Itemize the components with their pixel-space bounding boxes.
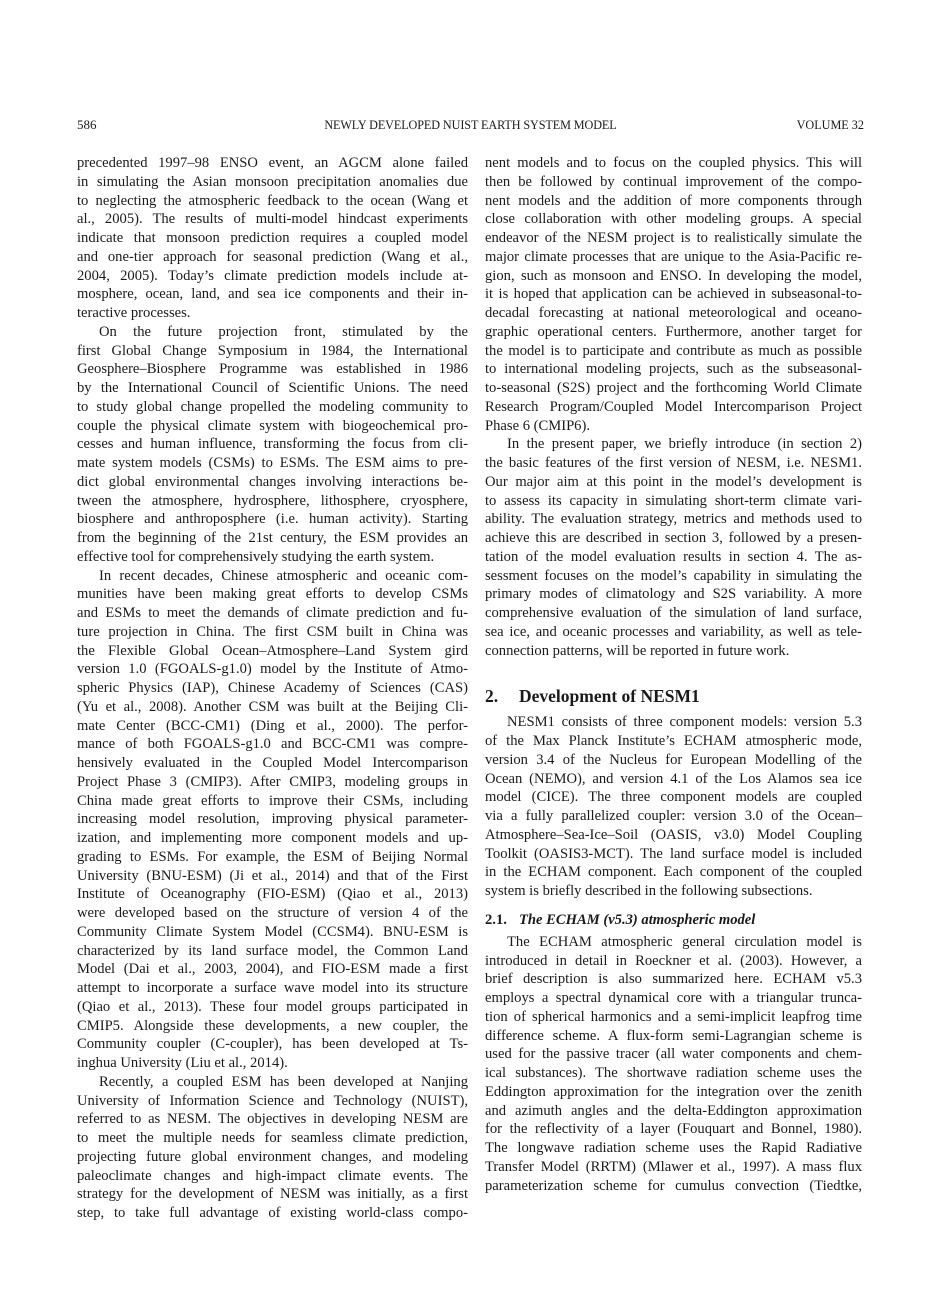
text-line: sea ice, and oceanic processes and variability, as well as tele- bbox=[485, 623, 862, 640]
text-line: used for the passive tracer (all water components and chem- bbox=[485, 1046, 862, 1063]
subsection-heading bbox=[485, 909, 862, 933]
text-line: Toolkit (OASIS3-MCT). The land surface model is included bbox=[485, 845, 862, 862]
text-line: the model is to participate and contribute as much as possible bbox=[485, 342, 862, 359]
text-line: of the Max Planck Institute’s ECHAM atmospheric mode, bbox=[485, 733, 862, 749]
text-line: achieve this are described in section 3, followed by a presen- bbox=[485, 530, 862, 546]
text-line: Project Phase 3 (CMIP3). After CMIP3, modeling groups in bbox=[77, 773, 468, 790]
text-line: nent models and to focus on the coupled physics. This will bbox=[485, 155, 862, 171]
text-line: precedented 1997–98 ENSO event, an AGCM alone failed bbox=[77, 155, 468, 171]
text-line: (Yu et al., 2008). Another CSM was built at the Beijing Cli- bbox=[77, 698, 468, 715]
left-column bbox=[77, 154, 468, 1223]
text-line: decadal forecasting at national meteorological and oceano- bbox=[485, 305, 862, 321]
text-line: (Qiao et al., 2013). These four model groups participated in bbox=[77, 998, 468, 1015]
text-line: were developed based on the structure of version 4 of the bbox=[77, 905, 468, 921]
text-line: indicate that monsoon prediction requires a coupled model bbox=[77, 230, 468, 246]
text-line: to-seasonal (S2S) project and the forthcoming World Climate bbox=[485, 380, 862, 396]
text-line: endeavor of the NESM project is to realistically simulate the bbox=[485, 230, 862, 246]
text-line: China made great efforts to improve their CSMs, including bbox=[77, 792, 468, 809]
text-line: Transfer Model (RRTM) (Mlawer et al., 1997). A mass flux bbox=[485, 1158, 862, 1175]
text-line: it is hoped that application can be achieved in subseasonal-to- bbox=[485, 286, 862, 303]
text-line: Institute of Oceanography (FIO-ESM) (Qiao et al., 2013) bbox=[77, 886, 468, 903]
text-line: in the ECHAM component. Each component of the coupled bbox=[485, 864, 862, 881]
text-line: In recent decades, Chinese atmospheric and oceanic com- bbox=[99, 567, 468, 584]
paragraph bbox=[77, 323, 468, 567]
text-line: projecting future global environment changes, and modeling bbox=[77, 1148, 468, 1165]
paragraph bbox=[77, 154, 468, 323]
text-line: connection patterns, will be reported in future work. bbox=[485, 642, 790, 659]
text-line: tion of spherical harmonics and a semi-implicit leapfrog time bbox=[485, 1008, 862, 1025]
text-line: Community coupler (C-coupler), has been developed at Ts- bbox=[77, 1036, 468, 1053]
text-line: ical substances). The shortwave radiation scheme uses the bbox=[485, 1065, 862, 1081]
text-line: referred to as NESM. The objectives in developing NESM are bbox=[77, 1111, 468, 1128]
text-line: hensively evaluated in the Coupled Model Intercomparison bbox=[77, 755, 468, 771]
text-line: attempt to incorporate a surface wave model into its structure bbox=[77, 980, 468, 996]
text-line: the basic features of the first version of NESM, i.e. NESM1. bbox=[485, 455, 862, 471]
text-line: model (CICE). The three component models are coupled bbox=[485, 789, 862, 806]
text-line: version 3.4 of the Nucleus for European Modelling of the bbox=[485, 751, 862, 768]
text-line: University (BNU-ESM) (Ji et al., 2014) and that of the First bbox=[77, 867, 468, 884]
text-line: from the beginning of the 21st century, the ESM provides an bbox=[77, 530, 468, 546]
text-line: and azimuth angles and the delta-Eddington approximation bbox=[485, 1102, 862, 1119]
text-line: then be followed by continual improvement of the compo- bbox=[485, 173, 862, 190]
text-line: nent models and the addition of more components through bbox=[485, 192, 862, 209]
text-line: biosphere and anthroposphere (i.e. human activity). Starting bbox=[77, 511, 468, 528]
text-line: the Flexible Global Ocean–Atmosphere–Land System gird bbox=[77, 642, 468, 659]
text-line: to meet the multiple needs for seamless climate prediction, bbox=[77, 1130, 468, 1146]
subsection-number: 2.1. bbox=[485, 911, 507, 928]
paragraph bbox=[485, 154, 862, 435]
subsection-title: The ECHAM (v5.3) atmospheric model bbox=[519, 911, 756, 928]
text-line: grading to ESMs. For example, the ESM of Beijing Normal bbox=[77, 848, 468, 865]
text-line: characterized by its land surface model, the Common Land bbox=[77, 942, 468, 959]
text-line: University of Information Science and Technology (NUIST), bbox=[77, 1092, 468, 1109]
text-line: ization, and implementing more component models and up- bbox=[77, 830, 468, 846]
text-line: al., 2005). The results of multi-model hindcast experiments bbox=[77, 211, 468, 228]
text-line: On the future projection front, stimulated by the bbox=[99, 323, 468, 340]
volume-label: VOLUME 32 bbox=[796, 118, 864, 132]
text-line: for the reflectivity of a layer (Fouquart and Bonnel, 1980). bbox=[485, 1121, 862, 1138]
text-line: teractive processes. bbox=[77, 305, 191, 321]
right-column bbox=[485, 154, 862, 1195]
text-line: version 1.0 (FGOALS-g1.0) model by the Institute of Atmo- bbox=[77, 661, 468, 678]
text-line: parameterization scheme for cumulus convection (Tiedtke, bbox=[485, 1177, 862, 1194]
subsection-body bbox=[485, 933, 862, 1196]
text-line: to international modeling projects, such as the subseasonal- bbox=[485, 361, 862, 378]
text-line: by the International Council of Scientific Unions. The need bbox=[77, 380, 468, 396]
text-line: to study global change propelled the modeling community to bbox=[77, 398, 468, 415]
text-line: via a fully parallelized coupler: version 3.0 of the Ocean– bbox=[485, 808, 862, 824]
text-line: gion, such as monsoon and ENSO. In developing the model, bbox=[485, 267, 862, 284]
text-line: comprehensive evaluation of the simulation of land surface, bbox=[485, 605, 862, 621]
text-line: strategy for the development of NESM was initially, as a first bbox=[77, 1186, 468, 1203]
text-line: mosphere, ocean, land, and sea ice components and their in- bbox=[77, 286, 468, 303]
text-line: paleoclimate changes and high-impact climate events. The bbox=[77, 1167, 468, 1184]
text-line: Research Program/Coupled Model Intercomparison Project bbox=[485, 398, 862, 415]
text-line: Model (Dai et al., 2003, 2004), and FIO-ESM made a first bbox=[77, 961, 468, 978]
text-line: ture projection in China. The first CSM built in China was bbox=[77, 623, 468, 640]
text-line: primary modes of climatology and S2S variability. A more bbox=[485, 586, 862, 603]
text-line: to neglecting the atmospheric feedback to the ocean (Wang et bbox=[77, 192, 468, 209]
section-heading bbox=[485, 683, 862, 709]
text-line: first Global Change Symposium in 1984, the International bbox=[77, 342, 468, 359]
text-line: mance of both FGOALS-g1.0 and BCC-CM1 was compre- bbox=[77, 736, 468, 753]
section-body bbox=[485, 713, 862, 901]
running-title: NEWLY DEVELOPED NUIST EARTH SYSTEM MODEL bbox=[324, 118, 617, 132]
text-line: Atmosphere–Sea-Ice–Soil (OASIS, v3.0) Model Coupling bbox=[485, 826, 862, 843]
text-line: major climate processes that are unique to the Asia-Pacific re- bbox=[485, 248, 862, 265]
text-line: Ocean (NEMO), and version 4.1 of the Los Alamos sea ice bbox=[485, 770, 862, 787]
paragraph bbox=[485, 713, 862, 901]
text-line: munities have been making great efforts to develop CSMs bbox=[77, 586, 468, 603]
text-line: CMIP5. Alongside these developments, a new coupler, the bbox=[77, 1017, 468, 1034]
text-line: step, to take full advantage of existing world-class compo- bbox=[77, 1205, 468, 1221]
text-line: Geosphere–Biosphere Programme was established in 1986 bbox=[77, 361, 468, 378]
section-number: 2. bbox=[485, 686, 499, 707]
text-line: graphic operational centers. Furthermore, another target for bbox=[485, 323, 862, 340]
text-line: Our major aim at this point in the model’s development is bbox=[485, 473, 862, 490]
text-line: mate system models (CSMs) to ESMs. The ESM aims to pre- bbox=[77, 455, 468, 471]
text-line: Eddington approximation for the integration over the zenith bbox=[485, 1083, 862, 1100]
text-line: dict global environmental changes involving interactions be- bbox=[77, 473, 468, 490]
text-line: brief description is also summarized here. ECHAM v5.3 bbox=[485, 971, 862, 988]
text-line: and one-tier approach for seasonal prediction (Wang et al., bbox=[77, 248, 468, 265]
text-line: sessment focuses on the model’s capability in simulating the bbox=[485, 567, 862, 584]
text-line: spheric Physics (IAP), Chinese Academy of Sciences (CAS) bbox=[77, 680, 468, 696]
introduction-continued bbox=[485, 154, 862, 660]
section-title: Development of NESM1 bbox=[519, 686, 700, 707]
text-line: couple the physical climate system with biogeochemical pro- bbox=[77, 417, 468, 434]
paragraph bbox=[485, 933, 862, 1196]
text-line: The ECHAM atmospheric general circulation model is bbox=[507, 933, 862, 950]
paragraph bbox=[77, 567, 468, 1073]
text-line: cesses and human influence, transforming the focus from cli- bbox=[77, 436, 468, 453]
text-line: difference scheme. A flux-form semi-Lagrangian scheme is bbox=[485, 1027, 862, 1044]
text-line: tation of the model evaluation results in section 4. The as- bbox=[485, 548, 862, 565]
paragraph bbox=[485, 435, 862, 660]
text-line: introduced in detail in Roeckner et al. (2003). However, a bbox=[485, 952, 862, 969]
text-line: effective tool for comprehensively studying the earth system. bbox=[77, 548, 435, 565]
text-line: 2004, 2005). Today’s climate prediction models include at- bbox=[77, 267, 468, 284]
text-line: inghua University (Liu et al., 2014). bbox=[77, 1055, 288, 1071]
text-line: In the present paper, we briefly introduce (in section 2) bbox=[507, 436, 862, 453]
text-line: NESM1 consists of three component models: version 5.3 bbox=[507, 714, 862, 731]
text-line: ability. The evaluation strategy, metrics and methods used to bbox=[485, 511, 862, 528]
text-line: tween the atmosphere, hydrosphere, lithosphere, cryosphere, bbox=[77, 492, 468, 509]
text-line: The longwave radiation scheme uses the Rapid Radiative bbox=[485, 1140, 862, 1156]
running-header bbox=[77, 117, 864, 135]
text-line: employs a spectral dynamical core with a triangular trunca- bbox=[485, 990, 862, 1006]
text-line: close collaboration with other modeling groups. A special bbox=[485, 211, 862, 228]
text-line: system is briefly described in the following subsections. bbox=[485, 883, 813, 899]
page-number: 586 bbox=[77, 117, 97, 132]
text-line: and ESMs to meet the demands of climate prediction and fu- bbox=[77, 605, 468, 621]
text-line: Community Climate System Model (CCSM4). BNU-ESM is bbox=[77, 923, 468, 940]
text-line: to assess its capacity in simulating short-term climate vari- bbox=[485, 492, 862, 509]
text-line: mate Center (BCC-CM1) (Ding et al., 2000). The perfor- bbox=[77, 717, 468, 734]
text-line: increasing model resolution, improving physical parameter- bbox=[77, 811, 468, 828]
text-line: Phase 6 (CMIP6). bbox=[485, 417, 590, 434]
paragraph bbox=[77, 1073, 468, 1223]
text-line: in simulating the Asian monsoon precipitation anomalies due bbox=[77, 173, 468, 190]
text-line: Recently, a coupled ESM has been developed at Nanjing bbox=[99, 1073, 468, 1090]
